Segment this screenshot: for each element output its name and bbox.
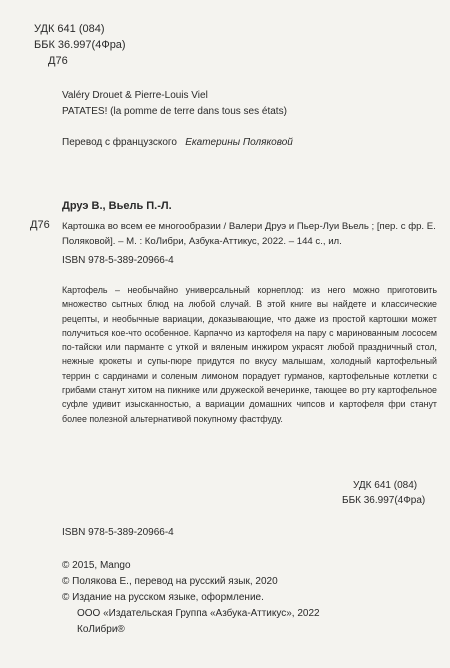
annotation-paragraph: Картофель – необычайно универсальный корнеплод: из него можно приготовить множество сытных блюд на любой случай. В этой книге вы найдете и классические рецепты, и необычные вариации, доказывающие, что даже из простой картошки может получиться кое-что особенное. Карпаччо из картофеля на пару с маринованным лососем по-тайски или парманте с уткой и вяленым инжиром украсят любой праздничный стол, нежные крокеты и супы-пюре придутся по вкусу малышам, холодный картофельный террин с сардинами и соленым лимоном порадует гурманов, картофельные котлетки с грибами станут хитом на пикнике или дружеской вечеринке, тающее во рту картофельное суфле удивит изысканностью, а вариации домашних чипсов и картофеля фри станут более полезной альтернативой покупному фастфуду. [62,285,437,424]
bibliographic-description: Картошка во всем ее многообразии / Валери Друэ и Пьер-Луи Вьель ; [пер. с фр. Е. Поляковой]. – М. : КоЛибри, Азбука-Аттикус, 2022. – 144 с., ил. [62,221,436,247]
isbn-bottom: ISBN 978-5-389-20966-4 [62,527,174,538]
copyright-line: © 2015, Mango [62,560,131,571]
udk-code: УДК 641 (084) [34,23,105,35]
translation-label: Перевод с французского [62,137,177,148]
bbk-code: ББК 36.997(4Фра) [34,39,126,51]
original-authors: Valéry Drouet & Pierre-Louis Viel [62,90,208,101]
copyright-line: ООО «Издательская Группа «Азбука-Аттикус», 2022 [77,608,320,619]
translator-name: Екатерины Поляковой [185,137,293,148]
publisher-brand: КоЛибри® [77,624,125,635]
translation-line [62,136,293,150]
bibliographic-author-mark: Д76 [30,219,50,231]
udk-code-bottom: УДК 641 (084) [353,480,418,491]
copyright-line: © Издание на русском языке, оформление. [62,592,264,603]
copyright-line: © Полякова Е., перевод на русский язык, 2020 [62,576,278,587]
bibliographic-heading: Друэ В., Вьель П.-Л. [62,200,172,212]
author-mark: Д76 [48,55,68,67]
original-title: PATATES! (la pomme de terre dans tous ses états) [62,106,287,117]
isbn-top: ISBN 978-5-389-20966-4 [62,255,174,266]
bbk-code-bottom: ББК 36.997(4Фра) [342,495,426,506]
